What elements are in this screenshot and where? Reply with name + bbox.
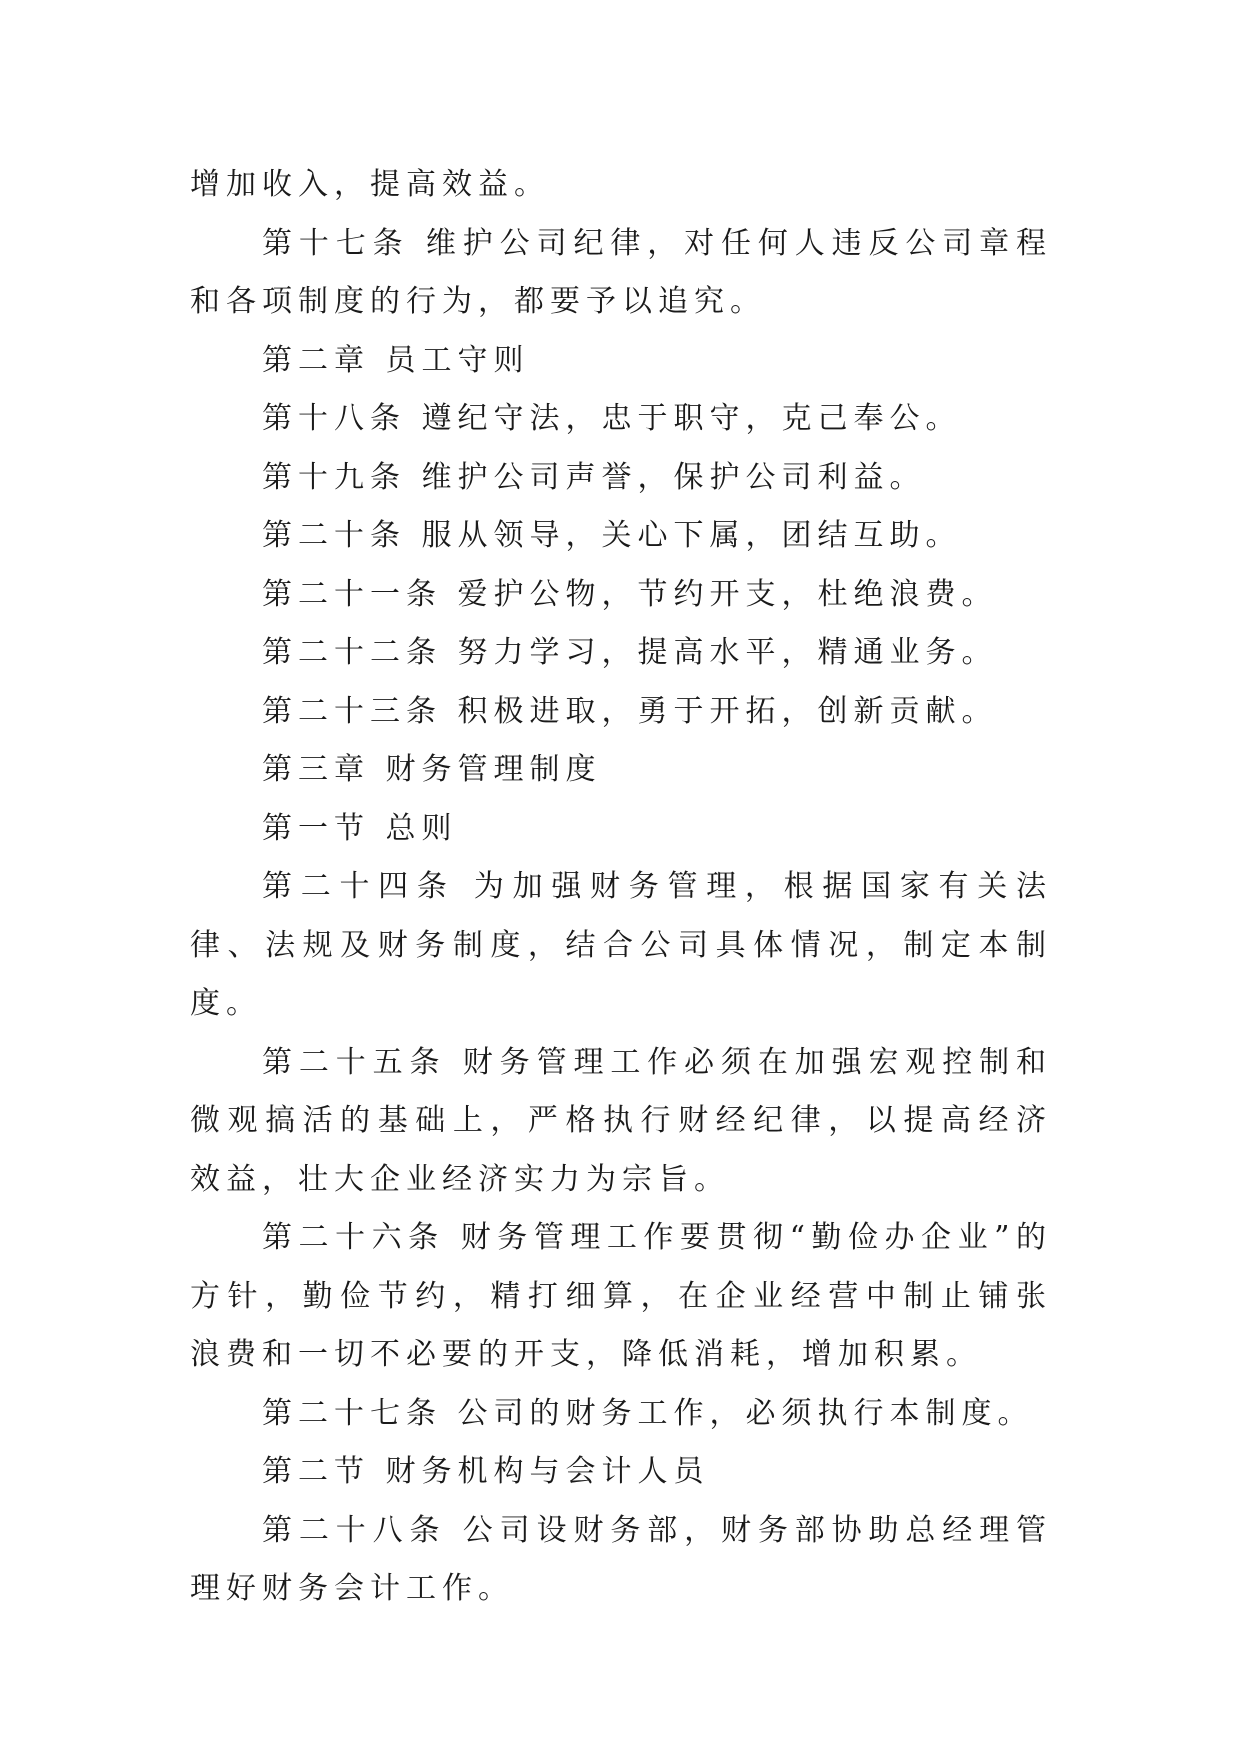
article-21: 第二十一条 爱护公物，节约开支，杜绝浪费。 — [262, 576, 998, 612]
article-26: 第二十六条 财务管理工作要贯彻“勤俭办企业”的方针，勤俭节约，精打细算，在企业经营中制止铺张浪费和一切不必要的开支，降低消耗，增加积累。 — [190, 1220, 1052, 1372]
article-24: 第二十四条 为加强财务管理，根据国家有关法律、法规及财务制度，结合公司具体情况，制定本制度。 — [190, 869, 1052, 1021]
section-2-heading: 第二节 财务机构与会计人员 — [262, 1454, 710, 1489]
article-22: 第二十二条 努力学习，提高水平，精通业务。 — [262, 635, 998, 670]
article-23: 第二十三条 积极进取，勇于开拓，创新贡献。 — [262, 693, 998, 729]
article-28: 第二十八条 公司设财务部，财务部协助总经理管理好财务会计工作。 — [190, 1512, 1052, 1606]
chapter-2-heading: 第二章 员工守则 — [262, 342, 530, 378]
section-1-heading: 第一节 总则 — [262, 810, 458, 846]
article-18: 第十八条 遵纪守法，忠于职守，克己奉公。 — [262, 401, 962, 436]
chapter-3-heading: 第三章 财务管理制度 — [262, 752, 602, 787]
article-19: 第十九条 维护公司声誉，保护公司利益。 — [262, 459, 926, 495]
article-27: 第二十七条 公司的财务工作，必须执行本制度。 — [262, 1395, 1034, 1431]
article-17: 第十七条 维护公司纪律，对任何人违反公司章程和各项制度的行为，都要予以追究。 — [190, 225, 1052, 319]
document-body — [190, 156, 1052, 1619]
article-25: 第二十五条 财务管理工作必须在加强宏观控制和微观搞活的基础上，严格执行财经纪律，以提高经济效益，壮大企业经济实力为宗旨。 — [190, 1044, 1052, 1197]
article-20: 第二十条 服从领导，关心下属，团结互助。 — [262, 518, 962, 553]
paragraph-continuation: 增加收入，提高效益。 — [190, 167, 550, 202]
